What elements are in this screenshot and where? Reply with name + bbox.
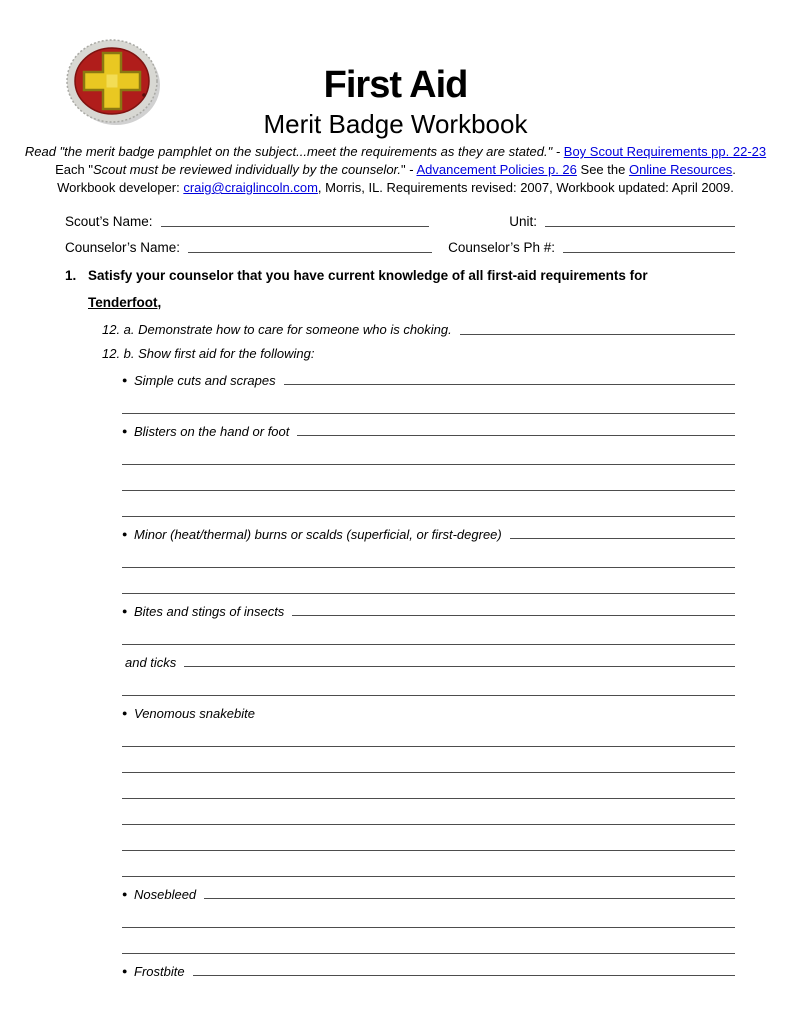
answer-line xyxy=(122,542,735,568)
bullet-label: Bites and stings of insects xyxy=(134,604,285,619)
answer-line xyxy=(122,773,735,799)
answer-line xyxy=(122,799,735,825)
bullet-icon: ● xyxy=(122,966,128,976)
counselor-row xyxy=(65,235,735,255)
bullet-icon: ● xyxy=(122,426,128,436)
bullet-label: Blisters on the hand or foot xyxy=(134,424,290,439)
intro-line-1 xyxy=(0,143,791,161)
rank-suffix: , xyxy=(157,295,162,310)
answer-line xyxy=(122,851,735,877)
intro-line-2-quote: Scout must be reviewed individually by the counselor. xyxy=(92,162,402,177)
bullet-label: Nosebleed xyxy=(134,887,197,902)
counselor-name-label: Counselor’s Name: xyxy=(65,240,181,255)
bullet-row-blisters xyxy=(122,414,735,439)
bullet-icon: ● xyxy=(122,708,128,718)
requirement-1-text: Satisfy your counselor that you have current knowledge of all first-aid requirements for xyxy=(88,268,648,283)
requirement-12a xyxy=(102,320,735,337)
rank-tenderfoot: Tenderfoot xyxy=(88,295,158,310)
intro-line-2 xyxy=(0,161,791,179)
answer-line xyxy=(122,928,735,954)
link-online-resources[interactable]: Online Resources xyxy=(628,162,733,177)
bullet-label: Minor (heat/thermal) burns or scalds (superficial, or first-degree) xyxy=(134,527,502,542)
link-advancement-policies[interactable]: Advancement Policies p. 26 xyxy=(416,162,577,177)
page-subtitle: Merit Badge Workbook xyxy=(263,109,528,139)
answer-line xyxy=(122,619,735,645)
intro-line-2-end: . xyxy=(732,162,736,177)
bullet-icon: ● xyxy=(122,375,128,385)
scout-name-line xyxy=(161,226,430,227)
intro-line-3 xyxy=(0,179,791,197)
row-and-ticks xyxy=(125,645,735,670)
scout-unit-row xyxy=(65,209,735,229)
intro-line-1-text: Read "the merit badge pamphlet on the subject...meet the requirements as they are stated." - xyxy=(24,144,564,159)
answer-line xyxy=(122,902,735,928)
intro-line-2-mid: " - xyxy=(401,162,417,177)
requirement-1-rank xyxy=(88,295,735,311)
row-and-ticks-label: and ticks xyxy=(125,655,177,670)
bullet-icon: ● xyxy=(122,606,128,616)
answer-line xyxy=(297,435,735,436)
answer-line xyxy=(122,670,735,696)
counselor-ph-line xyxy=(563,252,735,253)
answer-line xyxy=(122,568,735,594)
answer-line xyxy=(284,384,735,385)
bullet-row-minor-burns xyxy=(122,517,735,542)
bullet-row-simple-cuts xyxy=(122,363,735,388)
answer-line xyxy=(122,491,735,517)
counselor-name-line xyxy=(188,252,432,253)
answer-line xyxy=(292,615,735,616)
unit-label: Unit: xyxy=(509,214,537,229)
answer-line xyxy=(510,538,735,539)
answer-line xyxy=(193,975,735,976)
requirement-1-number: 1. xyxy=(65,268,77,283)
counselor-ph-label: Counselor’s Ph #: xyxy=(448,240,555,255)
requirement-12b: 12. b. Show first aid for the following: xyxy=(102,346,315,361)
answer-line xyxy=(122,825,735,851)
link-boy-scout-requirements[interactable]: Boy Scout Requirements pp. 22-23 xyxy=(563,144,767,159)
intro-line-3-pre: Workbook developer: xyxy=(57,180,184,195)
bullet-icon: ● xyxy=(122,889,128,899)
answer-line xyxy=(460,334,735,335)
unit-line xyxy=(545,226,735,227)
bullet-label: Venomous snakebite xyxy=(134,706,255,721)
answer-line xyxy=(122,439,735,465)
answer-line xyxy=(122,721,735,747)
bullet-row-nosebleed xyxy=(122,877,735,902)
answer-line xyxy=(204,898,735,899)
bullet-row-frostbite xyxy=(122,954,735,979)
page-title: First Aid xyxy=(323,64,468,106)
bullet-icon: ● xyxy=(122,529,128,539)
answer-line xyxy=(122,465,735,491)
requirement-12a-text: 12. a. Demonstrate how to care for someone who is choking. xyxy=(102,322,452,337)
intro-line-3-end: , Morris, IL. Requirements revised: 2007, Workbook updated: April 2009. xyxy=(317,180,734,195)
bullet-row-venomous-snakebite xyxy=(122,696,735,721)
answer-line xyxy=(122,747,735,773)
answer-line xyxy=(184,666,735,667)
intro-line-2-pre: Each " xyxy=(55,162,93,177)
answer-line xyxy=(122,388,735,414)
bullet-label: Frostbite xyxy=(134,964,185,979)
requirement-1 xyxy=(65,268,735,284)
scout-name-label: Scout’s Name: xyxy=(65,214,153,229)
bullet-label: Simple cuts and scrapes xyxy=(134,373,276,388)
intro-line-2-mid2: See the xyxy=(576,162,629,177)
link-developer-email[interactable]: craig@craiglincoln.com xyxy=(183,180,318,195)
bullet-row-bites-stings xyxy=(122,594,735,619)
first-aid-merit-badge-icon xyxy=(64,36,164,128)
